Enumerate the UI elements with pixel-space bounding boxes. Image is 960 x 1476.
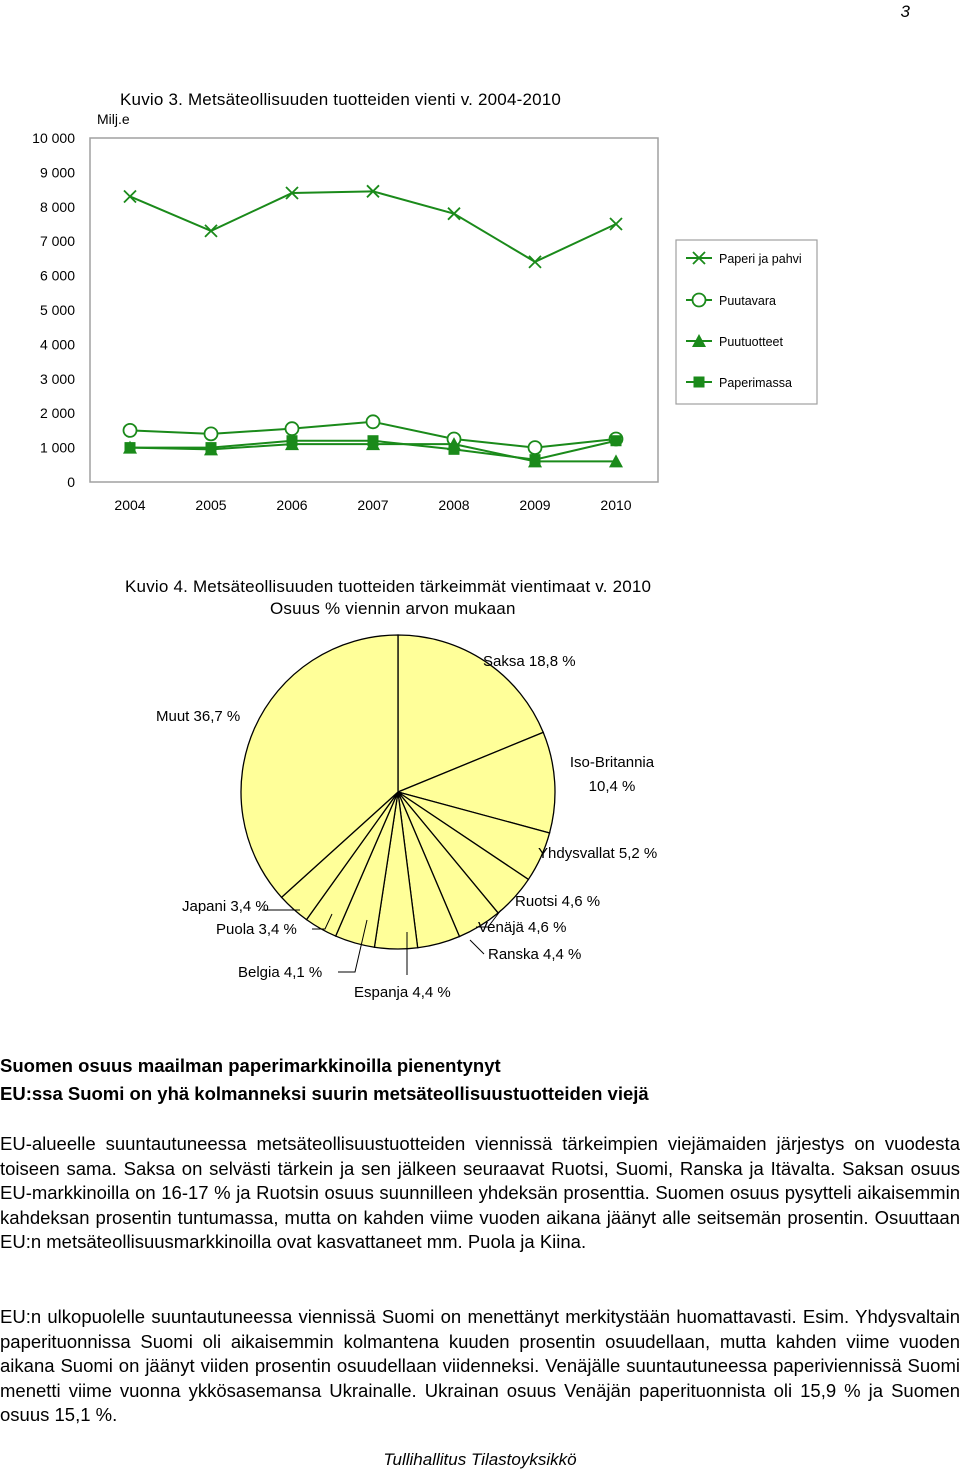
line-chart-ylabel: Milj.e xyxy=(97,111,130,127)
slice-label: Ruotsi 4,6 % xyxy=(515,893,601,910)
legend-marker xyxy=(693,294,706,307)
y-tick-label: 10 000 xyxy=(32,130,75,146)
x-tick-label: 2005 xyxy=(195,497,227,513)
legend-label: Paperi ja pahvi xyxy=(719,252,802,266)
slice-label: Venäjä 4,6 % xyxy=(478,919,567,936)
legend-label: Puutuotteet xyxy=(719,335,783,349)
data-point xyxy=(529,256,541,268)
pie-chart xyxy=(0,620,960,1020)
data-point xyxy=(286,422,299,435)
slice-label: Belgia 4,1 % xyxy=(238,964,323,981)
series-line xyxy=(130,191,616,262)
data-point xyxy=(205,225,217,237)
x-tick-label: 2004 xyxy=(114,497,146,513)
y-tick-label: 4 000 xyxy=(39,336,75,353)
data-point xyxy=(287,435,298,446)
data-point xyxy=(368,435,379,446)
slice-label: Japani 3,4 % xyxy=(182,898,269,915)
data-point xyxy=(124,424,137,437)
slice-label: Muut 36,7 % xyxy=(156,708,241,725)
y-tick-label: 6 000 xyxy=(39,267,75,284)
data-point xyxy=(449,444,460,455)
article-paragraph-1: EU-alueelle suuntautuneessa metsäteollisuustuotteiden viennissä tärkeimpien viejämaiden järjestys on vuodesta toiseen sama. Saksa on selvästi tärkein ja sen jälkeen seuraavat Ruotsi, Suomi, Ranska ja Itävalta. Saksan osuus EU-markkinoilla on 16-17 % ja Ruotsin osuus suunnilleen yhdeksän prosenttia. Suomen osuus pysytteli aikaisemmin kahdeksan prosentin tuntumassa, mutta on kahden viime vuoden aikana jäänyt alle seitsemän prosentin. Osuuttaan EU:n metsäteollisuusmarkkinoilla ovat kasvattaneet mm. Puola ja Kiina. xyxy=(0,1133,960,1253)
x-tick-label: 2008 xyxy=(438,497,470,513)
data-point xyxy=(125,442,136,453)
article-heading-1: Suomen osuus maailman paperimarkkinoilla pienentynyt xyxy=(0,1055,501,1076)
y-tick-label: 5 000 xyxy=(39,302,75,318)
slice-label: 10,4 % xyxy=(588,778,636,795)
data-point xyxy=(448,208,460,220)
y-tick-label: 9 000 xyxy=(39,164,75,181)
data-point xyxy=(367,415,380,428)
legend-marker xyxy=(694,377,705,388)
line-chart xyxy=(0,120,960,530)
x-tick-label: 2007 xyxy=(357,497,389,513)
series-0 xyxy=(124,185,622,268)
leader-line xyxy=(470,940,484,954)
x-tick-label: 2006 xyxy=(276,497,308,513)
slice-label: Iso-Britannia xyxy=(569,754,655,771)
legend-label: Puutavara xyxy=(719,294,776,308)
y-tick-label: 8 000 xyxy=(39,198,75,215)
y-tick-label: 7 000 xyxy=(39,233,75,250)
data-point xyxy=(529,441,542,454)
data-point xyxy=(206,442,217,453)
article-heading-2: EU:ssa Suomi on yhä kolmanneksi suurin metsäteollisuustuotteiden viejä xyxy=(0,1083,649,1104)
pie-chart-subtitle: Osuus % viennin arvon mukaan xyxy=(270,599,516,618)
slice-label: Puola 3,4 % xyxy=(216,921,297,938)
legend-label: Paperimassa xyxy=(719,376,792,390)
pie-chart-title: Kuvio 4. Metsäteollisuuden tuotteiden tärkeimmät vientimaat v. 2010 xyxy=(125,577,652,596)
slice-label: Yhdysvallat 5,2 % xyxy=(538,845,658,862)
data-point xyxy=(611,435,622,446)
page-number: 3 xyxy=(900,2,910,21)
y-tick-label: 3 000 xyxy=(39,370,75,387)
y-tick-label: 2 000 xyxy=(39,405,75,422)
line-chart-title: Kuvio 3. Metsäteollisuuden tuotteiden vienti v. 2004-2010 xyxy=(120,90,562,109)
data-point xyxy=(530,454,541,465)
y-tick-label: 1 000 xyxy=(39,439,75,456)
data-point xyxy=(124,190,136,202)
x-tick-label: 2009 xyxy=(519,497,551,513)
data-point xyxy=(205,427,218,440)
x-tick-label: 2010 xyxy=(600,497,632,513)
footer-text: Tullihallitus Tilastoyksikkö xyxy=(383,1450,577,1469)
slice-label: Saksa 18,8 % xyxy=(483,653,576,670)
article-paragraph-2: EU:n ulkopuolelle suuntautuneessa viennissä Suomi on menettänyt merkitystään huomattavasti. Esim. Yhdysvaltain paperituonnissa Suomi oli aikaisemmin kolmantena kuuden prosentin osuudellaan, mutta kahden viime vuoden aikana Suomi on jäänyt viiden prosentin osuudellaan viidenneksi. Venäjälle suuntautuneessa paperiviennissä Suomi menetti viime vuonna ykkösasemansa Ukrainalle. Ukrainan osuus Venäjän paperituonnista oli 15,9 % ja Suomen osuus 15,1 %. xyxy=(0,1306,960,1426)
y-tick-label: 0 xyxy=(67,474,75,490)
slice-label: Espanja 4,4 % xyxy=(354,984,451,1001)
slice-label: Ranska 4,4 % xyxy=(488,946,582,963)
data-point xyxy=(610,218,622,230)
